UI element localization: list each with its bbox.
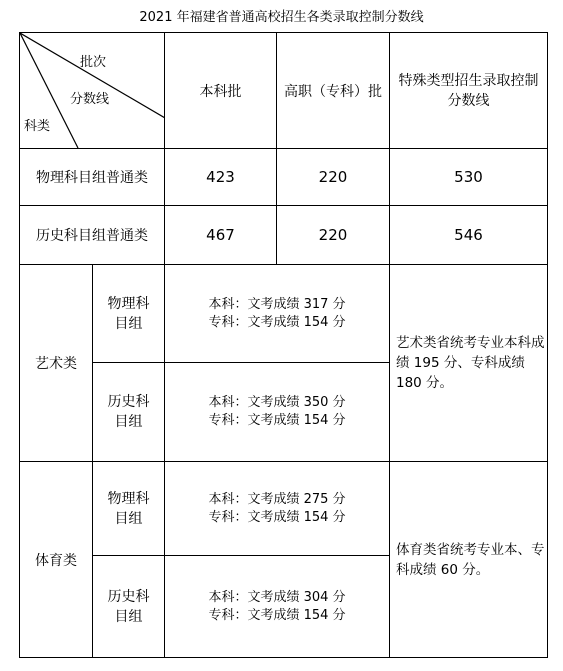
score-line: 专科：文考成绩 154 分 [208,509,346,525]
score-table [19,32,548,658]
score-cell [165,556,390,658]
diag-label-batch: 批次 [80,55,107,70]
score-line: 本科：文考成绩 350 分 [208,395,346,410]
header-row [20,33,548,149]
diagonal-header-cell [20,33,165,149]
group-label: 物理科目组 [93,265,165,363]
cell-value: 220 [277,206,390,265]
cell-value: 220 [277,149,390,206]
table-row [20,206,548,265]
score-line: 专科：文考成绩 154 分 [208,607,346,623]
category-art: 艺术类 [20,265,93,462]
table-row [20,462,548,556]
row-label: 历史科目组普通类 [20,206,165,265]
art-note: 艺术类省统考专业本科成绩 195 分、专科成绩 180 分。 [390,265,548,462]
category-sports: 体育类 [20,462,93,658]
col-header-special: 特殊类型招生录取控制分数线 [390,33,548,149]
table-row [20,265,548,363]
score-line: 专科：文考成绩 154 分 [208,413,346,428]
score-line: 本科：文考成绩 304 分 [208,589,346,605]
score-line: 专科：文考成绩 154 分 [208,314,346,330]
cell-value: 467 [165,206,277,265]
group-label: 历史科目组 [93,556,165,658]
score-line: 本科：文考成绩 317 分 [208,296,346,312]
diag-label-score: 分数线 [70,92,110,107]
score-line: 本科：文考成绩 275 分 [208,491,346,507]
score-cell [165,363,390,462]
col-header-undergrad: 本科批 [165,33,277,149]
score-cell [165,265,390,363]
cell-value: 423 [165,149,277,206]
cell-value: 530 [390,149,548,206]
cell-value: 546 [390,206,548,265]
group-label: 物理科目组 [93,462,165,556]
diag-label-category: 科类 [24,119,51,134]
row-label: 物理科目组普通类 [20,149,165,206]
sports-note: 体育类省统考专业本、专科成绩 60 分。 [390,462,548,658]
col-header-vocational: 高职（专科）批 [277,33,390,149]
table-row [20,149,548,206]
page-title: 2021 年福建省普通高校招生各类录取控制分数线 [139,10,424,25]
group-label: 历史科目组 [93,363,165,462]
score-cell [165,462,390,556]
